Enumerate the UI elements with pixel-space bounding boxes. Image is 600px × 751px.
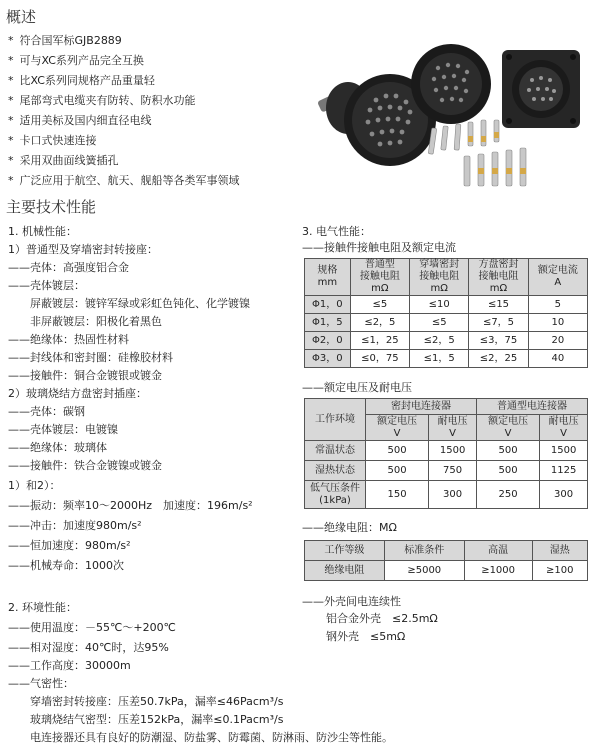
overview-bullet-text: 适用美标及国内细直径电线 — [19, 114, 152, 127]
t2-cell: 500 — [366, 441, 429, 461]
mech-seal: ——封线体和密封圈：硅橡胶材料 — [8, 351, 173, 364]
t2-subheader-cell: 耐电压 V — [429, 415, 477, 441]
env-airtight-glass: 玻璃烧结气密型：压差152kPa，漏率≤0.1Pacm³/s — [30, 713, 284, 726]
bullet-mark: * — [8, 154, 14, 167]
env-airtight-wall: 穿墙密封转接座：压差50.7kPa，漏率≤46Pacm³/s — [30, 695, 284, 708]
specs-title: 主要技术性能 — [6, 198, 97, 216]
bullet-mark: * — [8, 114, 14, 127]
t3-cell: ≥5000 — [384, 561, 464, 581]
overview-bullet — [8, 31, 122, 51]
t1-cell: ≤2，25 — [469, 350, 528, 368]
elec-title: 3. 电气性能： — [302, 225, 371, 238]
mech-sub2: 2）玻璃烧结方盘密封插座： — [8, 387, 147, 400]
t1-cell: ≤2，5 — [410, 332, 469, 350]
overview-bullet-text: 比XC系列同规格产品重量轻 — [19, 74, 155, 87]
overview-bullet-text: 卡口式快速连接 — [19, 134, 97, 147]
shell-aluminum: 铝合金外壳 ≤2.5mΩ — [326, 612, 438, 625]
t2-cell: 1125 — [540, 461, 588, 481]
t1-cell: ≤5 — [410, 314, 469, 332]
mech-life: ——机械寿命：1000次 — [8, 559, 124, 572]
t1-cell: ≤15 — [469, 296, 528, 314]
overview-bullet — [8, 91, 196, 111]
t1-header-cell: 普通型 接触电阻 mΩ — [350, 259, 409, 296]
mech-shield-plating: 屏蔽镀层：镀锌军绿或彩虹色钝化、化学镀镍 — [30, 297, 250, 310]
mech2-plating: ——壳体镀层：电镀镍 — [8, 423, 118, 436]
env-note: 电连接器还具有良好的防潮湿、防盐雾、防霉菌、防淋雨、防沙尘等性能。 — [30, 731, 393, 744]
t2-subheader-cell: 额定电压 V — [366, 415, 429, 441]
contact-resistance-table — [304, 258, 588, 368]
t1-header-cell: 方盘密封 接触电阻 mΩ — [469, 259, 528, 296]
mech-shell: ——壳体：高强度铝合金 — [8, 261, 129, 274]
t1-cell: Φ1，5 — [305, 314, 351, 332]
connector-product-image — [318, 28, 600, 200]
env-temp: ——使用温度：－55℃～+200℃ — [8, 621, 176, 634]
mech-shock: ——冲击：加速度980m/s² — [8, 519, 142, 532]
t2-cell: 常温状态 — [305, 441, 366, 461]
t2-cell: 500 — [476, 461, 539, 481]
t1-cell: Φ1，0 — [305, 296, 351, 314]
t2-cell: 500 — [366, 461, 429, 481]
overview-bullet-text: 采用双曲面线簧插孔 — [19, 154, 119, 167]
t1-header-cell: 穿墙密封 接触电阻 mΩ — [410, 259, 469, 296]
t3-header-cell: 标准条件 — [384, 541, 464, 561]
table2-caption: ——额定电压及耐电压 — [302, 381, 412, 394]
overview-bullet-text: 广泛应用于航空、航天、舰船等各类军事领域 — [19, 174, 240, 187]
mech-insulator: ——绝缘体：热固性材料 — [8, 333, 129, 346]
t3-header-cell: 工作等级 — [305, 541, 385, 561]
insulation-table — [304, 540, 588, 581]
overview-bullet — [8, 71, 155, 91]
mech-both: 1）和2）： — [8, 479, 61, 492]
t1-cell: ≤1，5 — [410, 350, 469, 368]
t1-header-cell: 规格 mm — [305, 259, 351, 296]
mech2-contact: ——接触件：铁合金镀镍或镀金 — [8, 459, 162, 472]
t1-cell: ≤7，5 — [469, 314, 528, 332]
bullet-mark: * — [8, 94, 14, 107]
mech-title: 1. 机械性能： — [8, 225, 77, 238]
mech-contact: ——接触件：铜合金镀银或镀金 — [8, 369, 162, 382]
overview-bullet-text: 尾部弯式电缆夹有防转、防积水功能 — [19, 94, 196, 107]
t2-cell: 250 — [476, 481, 539, 509]
t2-group-normal: 普通型电连接器 — [476, 399, 587, 415]
t3-header-cell: 湿热 — [532, 541, 587, 561]
env-airtight: ——气密性： — [8, 677, 74, 690]
bullet-mark: * — [8, 54, 14, 67]
t1-cell: ≤3，75 — [469, 332, 528, 350]
env-altitude: ——工作高度：30000m — [8, 659, 131, 672]
t3-cell: 绝缘电阻 — [305, 561, 385, 581]
t2-cell: 750 — [429, 461, 477, 481]
t1-cell: ≤0，75 — [350, 350, 409, 368]
overview-bullet — [8, 151, 119, 171]
bullet-mark: * — [8, 134, 14, 147]
t1-cell: 40 — [528, 350, 587, 368]
t1-header-cell: 额定电流 A — [528, 259, 587, 296]
bullet-mark: * — [8, 174, 14, 187]
t2-cell: 1500 — [429, 441, 477, 461]
table3-caption: ——绝缘电阻：MΩ — [302, 521, 397, 534]
t1-cell: Φ3，0 — [305, 350, 351, 368]
table1-caption: ——接触件接触电阻及额定电流 — [302, 241, 456, 254]
t3-cell: ≥100 — [532, 561, 587, 581]
mech-nonshield-plating: 非屏蔽镀层：阳极化着黑色 — [30, 315, 162, 328]
bullet-mark: * — [8, 74, 14, 87]
overview-bullet-text: 符合国军标GJB2889 — [19, 34, 122, 47]
mech-plating: ——壳体镀层： — [8, 279, 85, 292]
t2-group-sealed: 密封电连接器 — [366, 399, 477, 415]
t2-cell: 1500 — [540, 441, 588, 461]
bullet-mark: * — [8, 34, 14, 47]
mech2-shell: ——壳体：碳钢 — [8, 405, 85, 418]
overview-bullet-text: 可与XC系列产品完全互换 — [19, 54, 144, 67]
t2-cell: 300 — [540, 481, 588, 509]
env-title: 2. 环境性能： — [8, 601, 77, 614]
env-humidity: ——相对湿度：40℃时，达95% — [8, 641, 169, 654]
overview-bullet — [8, 131, 97, 151]
t2-cell: 低气压条件 (1kPa) — [305, 481, 366, 509]
t1-cell: ≤2，5 — [350, 314, 409, 332]
t1-cell: ≤10 — [410, 296, 469, 314]
t1-cell: ≤5 — [350, 296, 409, 314]
t2-subheader-cell: 耐电压 V — [540, 415, 588, 441]
t2-env-header: 工作环境 — [305, 399, 366, 441]
overview-bullet — [8, 51, 144, 71]
t1-cell: 10 — [528, 314, 587, 332]
t2-cell: 300 — [429, 481, 477, 509]
t3-cell: ≥1000 — [464, 561, 532, 581]
t1-cell: ≤1，25 — [350, 332, 409, 350]
mech-sub1: 1）普通型及穿墙密封转接座： — [8, 243, 158, 256]
t1-cell: 5 — [528, 296, 587, 314]
mech-accel: ——恒加速度：980m/s² — [8, 539, 131, 552]
t2-subheader-cell: 额定电压 V — [476, 415, 539, 441]
shell-steel: 钢外壳 ≤5mΩ — [326, 630, 406, 643]
t2-cell: 150 — [366, 481, 429, 509]
overview-bullet — [8, 171, 240, 191]
shell-caption: ——外壳间电连续性 — [302, 595, 401, 608]
overview-bullet — [8, 111, 152, 131]
overview-title: 概述 — [6, 8, 37, 26]
t2-cell: 湿热状态 — [305, 461, 366, 481]
voltage-table — [304, 398, 588, 509]
t2-cell: 500 — [476, 441, 539, 461]
t3-header-cell: 高温 — [464, 541, 532, 561]
t1-cell: 20 — [528, 332, 587, 350]
mech2-insulator: ——绝缘体：玻璃体 — [8, 441, 107, 454]
t1-cell: Φ2，0 — [305, 332, 351, 350]
mech-vibration: ——振动：频率10～2000Hz 加速度：196m/s² — [8, 499, 253, 512]
